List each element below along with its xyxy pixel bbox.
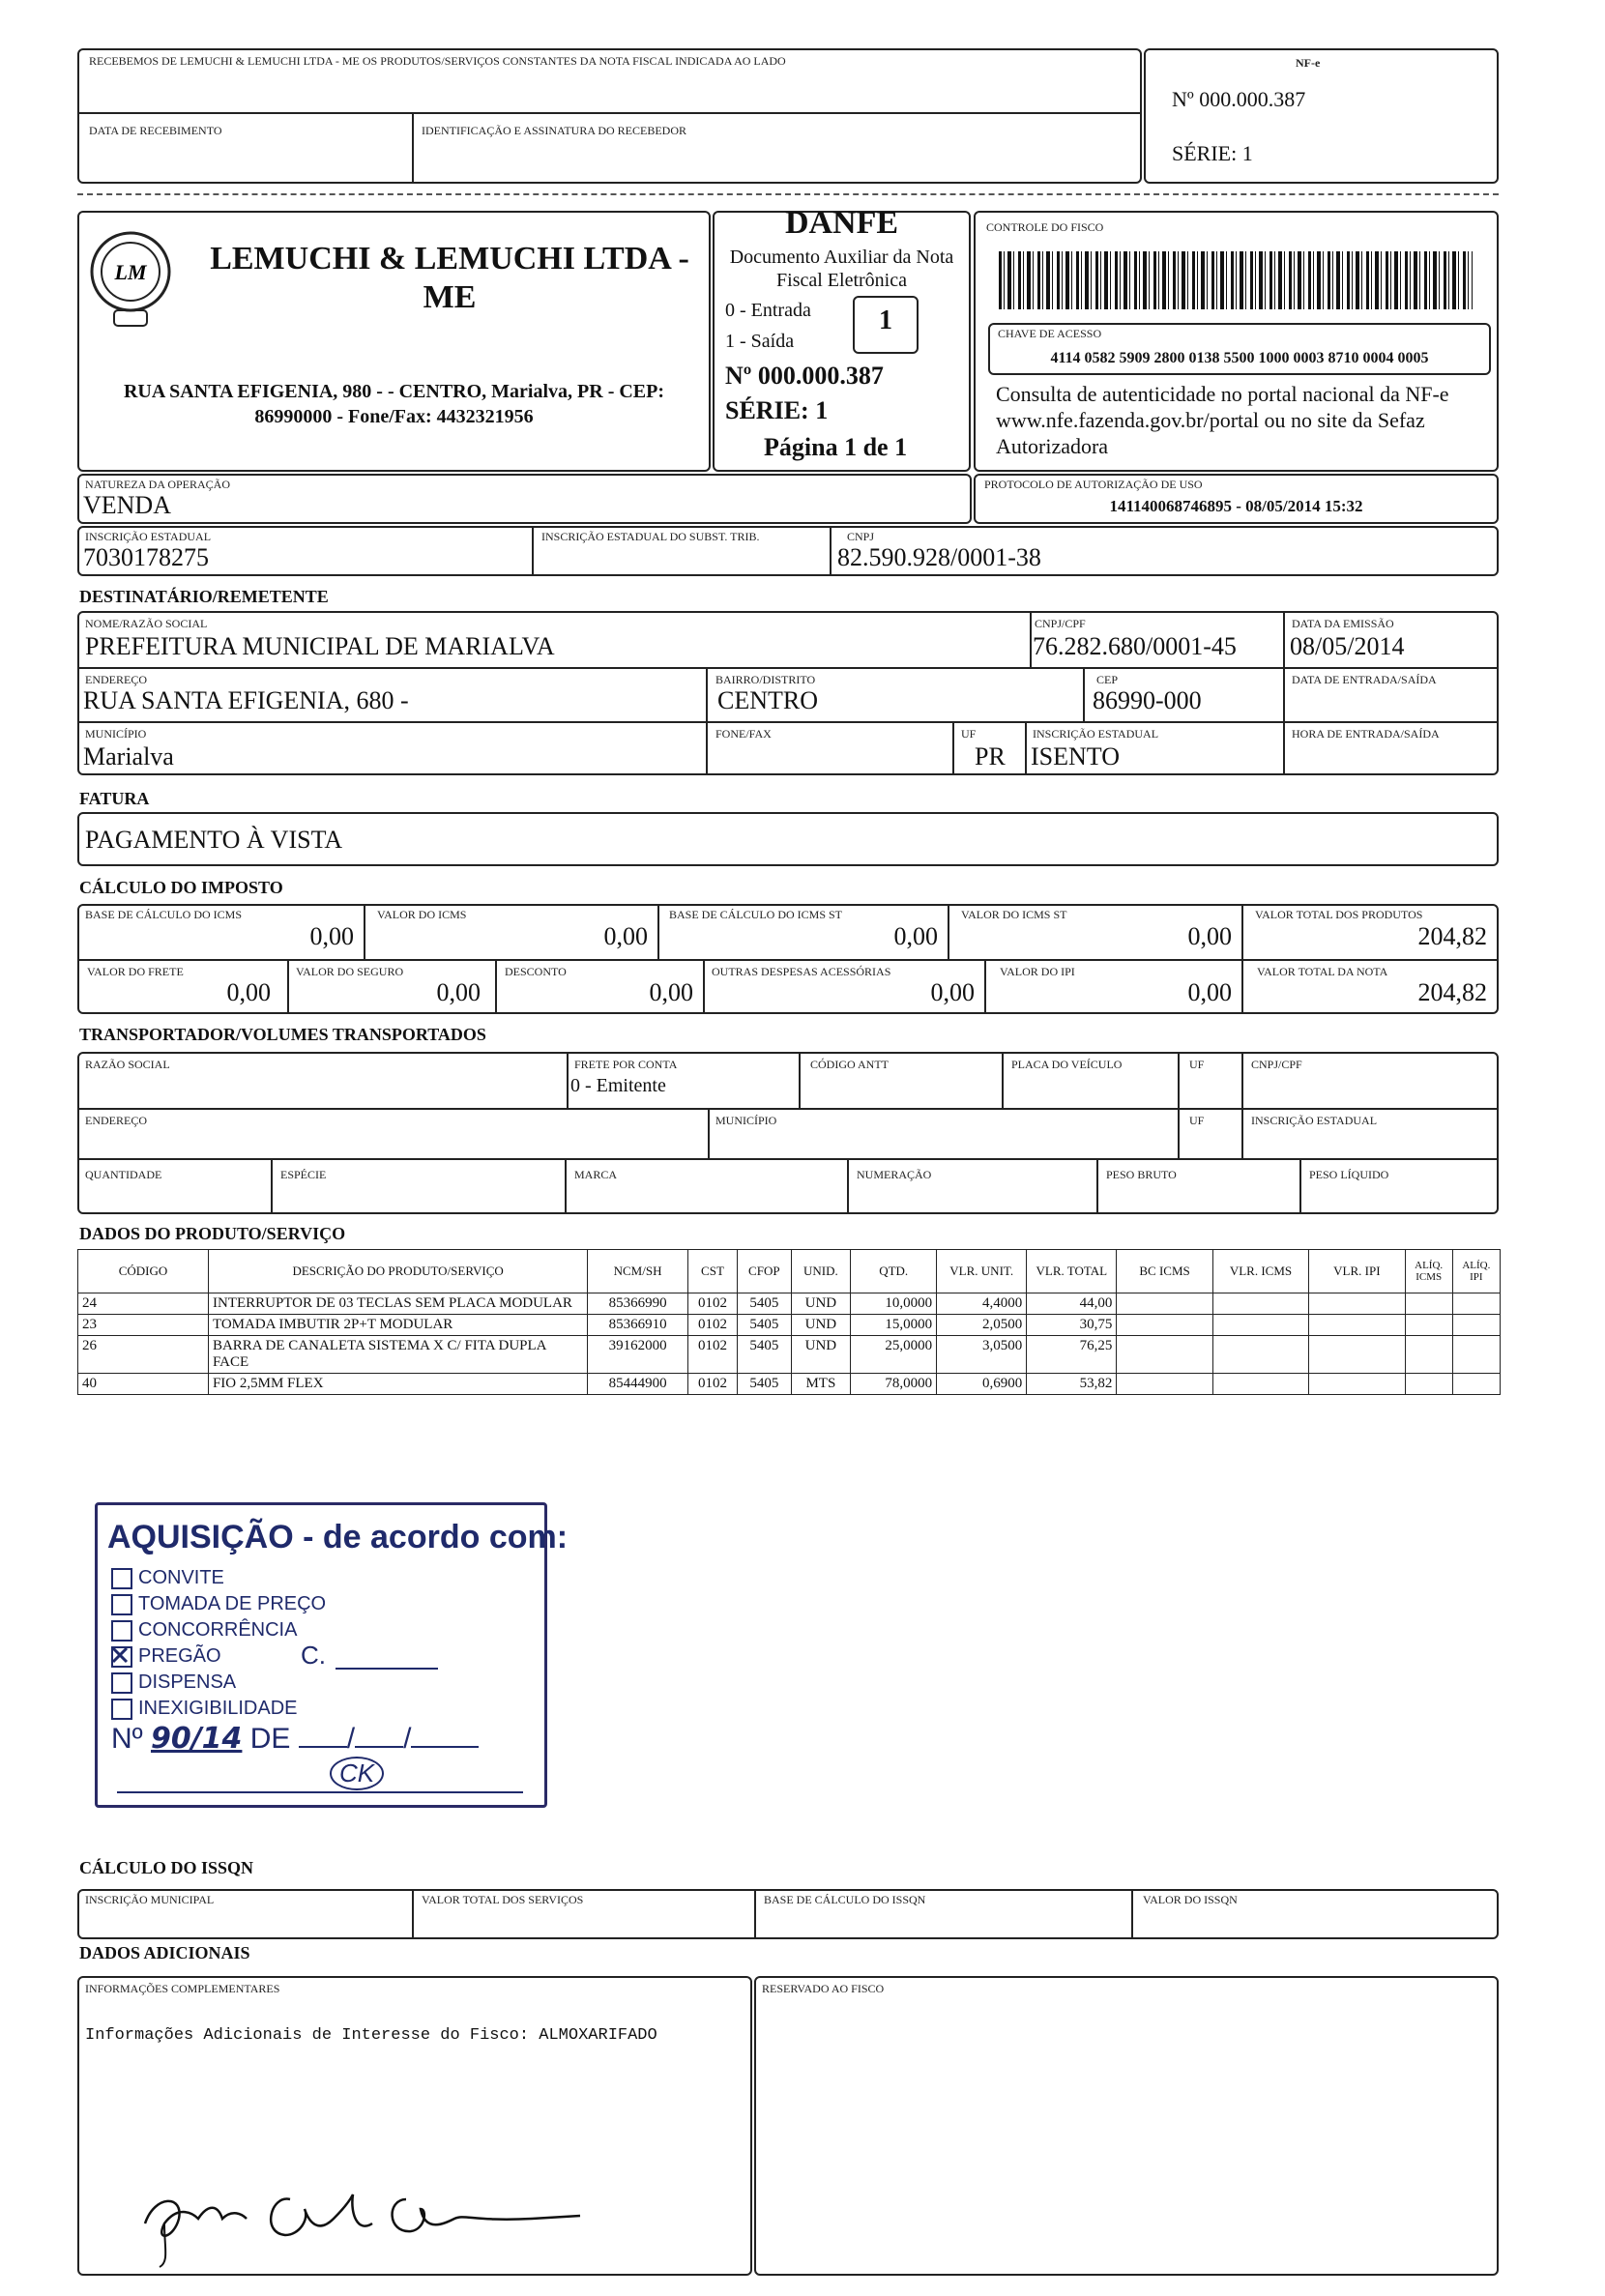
stamp-option-label: INEXIGIBILIDADE [138,1698,298,1719]
table-cell [1117,1336,1212,1374]
dest-nome: PREFEITURA MUNICIPAL DE MARIALVA [85,632,555,660]
transp-quantidade: QUANTIDADE [85,1168,162,1181]
imp2-label-3: OUTRAS DESPESAS ACESSÓRIAS [712,965,891,978]
ie-box [77,526,1499,576]
produtos-header-row [78,1250,1501,1293]
ie-label: INSCRIÇÃO ESTADUAL [85,530,212,543]
table-cell [1212,1293,1308,1315]
natureza-label: NATUREZA DA OPERAÇÃO [85,478,231,491]
dest-fone-label: FONE/FAX [715,727,772,741]
issuer-logo [87,218,174,334]
transp-endereco: ENDEREÇO [85,1114,147,1127]
imp2-label-2: DESCONTO [505,965,567,978]
dest-ie-label: INSCRIÇÃO ESTADUAL [1033,727,1159,741]
cnpj-value: 82.590.928/0001-38 [837,543,1041,571]
table-cell: 85366990 [588,1293,688,1315]
col-cst: CST [687,1250,737,1293]
issqn-valor: VALOR DO ISSQN [1143,1893,1238,1906]
table-cell: 78,0000 [851,1374,937,1395]
table-cell: UND [791,1336,851,1374]
imp2-value-2: 0,00 [649,978,693,1006]
table-cell [1117,1315,1212,1336]
table-cell: UND [791,1315,851,1336]
stamp-initials: CK [330,1757,384,1790]
transp-frete-label: FRETE POR CONTA [574,1058,678,1071]
imp1-value-3: 0,00 [1187,922,1232,950]
dest-cep-label: CEP [1096,673,1119,686]
table-cell [1452,1315,1500,1336]
imp2-value-4: 0,00 [1187,978,1232,1006]
fatura-section: FATURA [79,789,150,808]
reservado-label: RESERVADO AO FISCO [762,1982,885,1995]
transp-placa: PLACA DO VEÍCULO [1011,1058,1123,1071]
fatura-text: PAGAMENTO À VISTA [85,826,343,854]
dest-nome-label: NOME/RAZÃO SOCIAL [85,617,208,630]
table-cell: 76,25 [1027,1336,1117,1374]
table-cell: 5405 [738,1374,791,1395]
table-cell [1405,1315,1452,1336]
table-cell [1405,1374,1452,1395]
checkbox-icon [111,1568,132,1589]
table-cell: 5405 [738,1315,791,1336]
natureza-value: VENDA [83,491,171,519]
stamp-option [111,1591,326,1617]
imp1-label-0: BASE DE CÁLCULO DO ICMS [85,908,243,921]
imp2-value-0: 0,00 [226,978,271,1006]
ie-value: 7030178275 [83,543,209,571]
danfe-serie: SÉRIE: 1 [725,396,829,424]
issqn-total-serv: VALOR TOTAL DOS SERVIÇOS [422,1893,584,1906]
table-cell: 30,75 [1027,1315,1117,1336]
reservado-box [754,1976,1499,2276]
transp-section: TRANSPORTADOR/VOLUMES TRANSPORTADOS [79,1025,486,1044]
col-vlr-total: VLR. TOTAL [1027,1250,1117,1293]
table-cell: UND [791,1293,851,1315]
col-codigo: CÓDIGO [78,1250,209,1293]
table-cell [1452,1374,1500,1395]
table-cell: FIO 2,5MM FLEX [208,1374,587,1395]
danfe-pagina: Página 1 de 1 [764,433,908,461]
dest-end-label: ENDEREÇO [85,673,147,686]
danfe-numero: Nº 000.000.387 [725,362,884,390]
table-cell [1117,1374,1212,1395]
dest-uf: PR [975,742,1006,770]
table-cell: INTERRUPTOR DE 03 TECLAS SEM PLACA MODULAR [208,1293,587,1315]
imp1-label-4: VALOR TOTAL DOS PRODUTOS [1255,908,1423,921]
imp1-label-2: BASE DE CÁLCULO DO ICMS ST [669,908,843,921]
table-cell: 53,82 [1027,1374,1117,1395]
receipt-ident-label: IDENTIFICAÇÃO E ASSINATURA DO RECEBEDOR [422,124,687,137]
table-cell [1309,1315,1405,1336]
table-cell: 25,0000 [851,1336,937,1374]
stamp-title: AQUISIÇÃO - de acordo com: [107,1519,569,1555]
fisco-controle-label: CONTROLE DO FISCO [986,220,1104,234]
adicionais-section: DADOS ADICIONAIS [79,1943,250,1962]
table-row [78,1374,1501,1395]
issuer-address: RUA SANTA EFIGENIA, 980 - - CENTRO, Marialva, PR - CEP: 86990000 - Fone/Fax: 4432321956 [123,381,665,427]
imp1-label-3: VALOR DO ICMS ST [961,908,1067,921]
table-cell [1212,1315,1308,1336]
danfe-tipo: 1 [879,305,892,335]
table-cell: 15,0000 [851,1315,937,1336]
chave-label: CHAVE DE ACESSO [998,327,1102,340]
produtos-section: DADOS DO PRODUTO/SERVIÇO [79,1224,346,1243]
col-aliq-ipi: ALÍQ. IPI [1452,1250,1500,1293]
table-cell [1405,1293,1452,1315]
danfe-saida: 1 - Saída [725,331,795,352]
col-vlr-unit: VLR. UNIT. [937,1250,1027,1293]
transp-peso-liquido: PESO LÍQUIDO [1309,1168,1389,1181]
col-vlr-ipi: VLR. IPI [1309,1250,1405,1293]
table-cell [1309,1336,1405,1374]
stamp-de-label: DE [249,1723,291,1755]
table-cell: 0102 [687,1336,737,1374]
imp2-label-0: VALOR DO FRETE [87,965,184,978]
receipt-serie: SÉRIE: 1 [1172,141,1253,165]
stamp-option-label: CONCORRÊNCIA [138,1619,298,1641]
transp-cnpj: CNPJ/CPF [1251,1058,1302,1071]
danfe-subtitle: Documento Auxiliar da Nota Fiscal Eletrônica [729,247,954,291]
stamp-option-label: DISPENSA [138,1671,237,1693]
table-cell: 0102 [687,1315,737,1336]
transp-marca: MARCA [574,1168,618,1181]
checkbox-icon [111,1699,132,1720]
imp2-label-1: VALOR DO SEGURO [296,965,404,978]
transp-ie: INSCRIÇÃO ESTADUAL [1251,1114,1378,1127]
receipt-box [77,48,1142,184]
chave-value: 4114 0582 5909 2800 0138 5500 1000 0003 8710 0004 0005 [1050,350,1429,366]
dest-bairro-label: BAIRRO/DISTRITO [715,673,816,686]
stamp-option-label: TOMADA DE PREÇO [138,1593,327,1614]
table-cell: MTS [791,1374,851,1395]
checkbox-icon [111,1620,132,1642]
table-cell: 2,0500 [937,1315,1027,1336]
info-label: INFORMAÇÕES COMPLEMENTARES [85,1982,280,1995]
imp2-label-4: VALOR DO IPI [1000,965,1075,978]
svg-text:LM: LM [114,260,147,284]
col-bc-icms: BC ICMS [1117,1250,1212,1293]
stamp-option-label: PREGÃO [138,1645,221,1667]
protocolo-label: PROTOCOLO DE AUTORIZAÇÃO DE USO [984,478,1203,491]
dest-endereco: RUA SANTA EFIGENIA, 680 - [83,686,409,714]
stamp-numero-row: Nº 90/14 DE / / [111,1722,479,1756]
dest-emissao: 08/05/2014 [1290,632,1405,660]
table-cell: 24 [78,1293,209,1315]
imposto-section: CÁLCULO DO IMPOSTO [79,878,283,897]
transp-numeracao: NUMERAÇÃO [857,1168,932,1181]
table-cell: 10,0000 [851,1293,937,1315]
col-qtd: QTD. [851,1250,937,1293]
col-vlr-icms: VLR. ICMS [1212,1250,1308,1293]
table-cell: 23 [78,1315,209,1336]
table-cell: 39162000 [588,1336,688,1374]
checked-box-icon [111,1646,132,1668]
table-cell [1309,1374,1405,1395]
danfe-entrada: 0 - Entrada [725,300,811,321]
issqn-section: CÁLCULO DO ISSQN [79,1858,254,1877]
transp-box [77,1052,1499,1214]
dest-cep: 86990-000 [1093,686,1202,714]
stamp-option [111,1565,326,1591]
danfe-title: DANFE [784,205,899,241]
imp1-label-1: VALOR DO ICMS [377,908,467,921]
table-cell [1309,1293,1405,1315]
imp2-value-5: 204,82 [1417,978,1487,1006]
table-cell: 0102 [687,1293,737,1315]
transp-uf: UF [1189,1058,1205,1071]
table-cell: 0102 [687,1374,737,1395]
table-cell [1212,1374,1308,1395]
dest-mun-label: MUNICÍPIO [85,727,147,741]
table-cell [1452,1336,1500,1374]
stamp-option-label: CONVITE [138,1567,224,1588]
imp1-value-0: 0,00 [309,922,354,950]
imp2-label-5: VALOR TOTAL DA NOTA [1257,965,1388,978]
issqn-im: INSCRIÇÃO MUNICIPAL [85,1893,215,1906]
info-text: Informações Adicionais de Interesse do Fisco: ALMOXARIFADO [85,2026,657,2045]
stamp-option [111,1670,326,1696]
issqn-base: BASE DE CÁLCULO DO ISSQN [764,1893,926,1906]
stamp-numero-value: 90/14 [150,1722,243,1756]
dest-entrada-label: DATA DE ENTRADA/SAÍDA [1292,673,1437,686]
issuer-name: LEMUCHI & LEMUCHI LTDA - ME [210,241,689,315]
table-cell: 0,6900 [937,1374,1027,1395]
stamp-options [111,1565,326,1722]
receipt-numero: Nº 000.000.387 [1172,87,1306,111]
stamp-option [111,1643,326,1670]
checkbox-icon [111,1672,132,1694]
dest-bairro: CENTRO [717,686,818,714]
col-cfop: CFOP [738,1250,791,1293]
dest-emissao-label: DATA DA EMISSÃO [1292,617,1394,630]
table-cell: BARRA DE CANALETA SISTEMA X C/ FITA DUPLA FACE [208,1336,587,1374]
table-cell [1452,1293,1500,1315]
table-cell [1212,1336,1308,1374]
imp1-value-1: 0,00 [603,922,648,950]
dest-cnpj-label: CNPJ/CPF [1035,617,1086,630]
stamp-option [111,1696,326,1722]
cnpj-label: CNPJ [847,530,875,543]
imp2-value-1: 0,00 [436,978,481,1006]
stamp-numero-label: Nº [111,1723,143,1755]
table-cell: 26 [78,1336,209,1374]
stamp-c-label: C. [301,1641,326,1670]
table-cell: 3,0500 [937,1336,1027,1374]
barcode [999,251,1473,309]
table-cell: 44,00 [1027,1293,1117,1315]
table-cell: 5405 [738,1293,791,1315]
checkbox-icon [111,1594,132,1615]
table-row [78,1293,1501,1315]
receipt-nfe-label: NF-e [1296,56,1321,70]
table-cell: 85444900 [588,1374,688,1395]
table-cell: 40 [78,1374,209,1395]
table-row [78,1336,1501,1374]
table-cell: TOMADA IMBUTIR 2P+T MODULAR [208,1315,587,1336]
protocolo-value: 141140068746895 - 08/05/2014 15:32 [1109,497,1363,515]
transp-especie: ESPÉCIE [280,1168,327,1181]
imp1-value-2: 0,00 [893,922,938,950]
col-descricao: DESCRIÇÃO DO PRODUTO/SERVIÇO [208,1250,587,1293]
transp-municipio: MUNICÍPIO [715,1114,777,1127]
table-cell: 4,4000 [937,1293,1027,1315]
col-unid: UNID. [791,1250,851,1293]
col-aliq-icms: ALÍQ. ICMS [1405,1250,1452,1293]
imp1-value-4: 204,82 [1417,922,1487,950]
transp-peso-bruto: PESO BRUTO [1106,1168,1177,1181]
transp-razao: RAZÃO SOCIAL [85,1058,170,1071]
dest-hora-label: HORA DE ENTRADA/SAÍDA [1292,727,1440,741]
receipt-text: RECEBEMOS DE LEMUCHI & LEMUCHI LTDA - ME OS PRODUTOS/SERVIÇOS CONSTANTES DA NOTA FISCAL INDICADA AO LADO [89,54,786,68]
transp-frete: 0 - Emitente [570,1075,666,1096]
stamp-option [111,1617,326,1643]
receipt-data-label: DATA DE RECEBIMENTO [89,124,222,137]
dest-municipio: Marialva [83,742,174,770]
handwritten-signature [126,2165,590,2272]
col-ncm: NCM/SH [588,1250,688,1293]
produtos-table [77,1249,1501,1395]
aquisicao-stamp [95,1502,569,1808]
transp-uf2: UF [1189,1114,1205,1127]
dest-cnpj: 76.282.680/0001-45 [1033,632,1237,660]
ie-st-label: INSCRIÇÃO ESTADUAL DO SUBST. TRIB. [541,530,760,543]
table-cell: 85366910 [588,1315,688,1336]
dest-section: DESTINATÁRIO/REMETENTE [79,587,329,606]
imp2-value-3: 0,00 [930,978,975,1006]
table-cell: 5405 [738,1336,791,1374]
transp-antt: CÓDIGO ANTT [810,1058,889,1071]
table-cell [1405,1336,1452,1374]
dest-uf-label: UF [961,727,977,741]
table-cell [1117,1293,1212,1315]
fisco-consulta: Consulta de autenticidade no portal nacional da NF-e www.nfe.fazenda.gov.br/portal ou no site da Sefaz Autorizadora [996,382,1449,458]
dest-ie: ISENTO [1031,742,1120,770]
table-row [78,1315,1501,1336]
